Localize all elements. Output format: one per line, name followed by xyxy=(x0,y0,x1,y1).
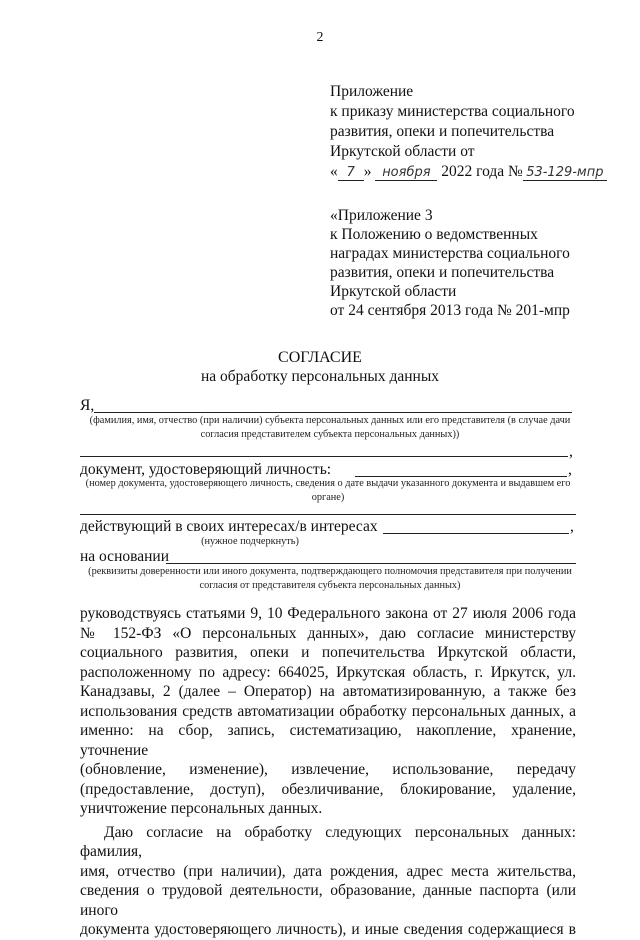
id-document-label: документ, удостоверяющий личность: xyxy=(80,461,332,478)
id-document-caption: (номер документа, удостоверяющего личность, сведения о дате выдачи указанного документа и выдавшем его органе) xyxy=(85,478,571,503)
appendix-3-line: Иркутской области xyxy=(330,283,457,300)
appendix-3-line: к Положению о ведомственных xyxy=(330,226,538,243)
body-line: № 152-ФЗ «О персональных данных», даю согласие министерству xyxy=(80,624,576,642)
appendix-header xyxy=(330,82,607,182)
i-label: Я, xyxy=(80,397,95,414)
basis-label: на основании xyxy=(80,548,169,565)
appendix-3-header xyxy=(330,206,570,320)
body-line: Канадзавы, 2 (далее – Оператор) на автоматизированную, а также без xyxy=(80,683,576,700)
body-line: именно: на сбор, запись, систематизацию, накопление, хранение, уточнение xyxy=(80,722,576,759)
basis-field-line[interactable] xyxy=(166,563,576,564)
appendix-3-line: от 24 сентября 2013 года № 201-мпр xyxy=(330,302,570,319)
comma: , xyxy=(570,518,574,535)
appendix-3-line: «Приложение 3 xyxy=(330,207,433,224)
body-line: имя, отчество (при наличии), дата рождения, адрес места жительства, xyxy=(80,862,576,880)
handwritten-month: ноября xyxy=(375,166,437,181)
body-line: (предоставление, доступ), обезличивание, блокирование, удаление, xyxy=(80,780,576,798)
body-line: сведения о трудовой деятельности, образование, данные паспорта (или иного xyxy=(80,882,576,919)
body-line: руководствуясь статьями 9, 10 Федерального закона от 27 июля 2006 года xyxy=(80,605,576,622)
name-field-caption: (фамилия, имя, отчество (при наличии) субъекта персональных данных или его представителя (в случае дачи согласия представителем субъекта персональных данных)) xyxy=(89,415,571,440)
acting-caption: (нужное подчеркнуть) xyxy=(201,536,299,547)
basis-caption: (реквизиты доверенности или иного документа, подтверждающего полномочия представителя при получении согласия от представителя субъекта персональных данных) xyxy=(88,566,572,591)
comma: , xyxy=(569,443,573,460)
page-number: 2 xyxy=(316,30,324,45)
appendix-line: Иркутской области от xyxy=(330,143,475,160)
consent-body xyxy=(80,604,576,940)
acting-label: действующий в своих интересах/в интересах xyxy=(80,518,378,535)
body-line: документа удостоверяющего личность), и иные сведения содержащиеся в xyxy=(80,921,576,938)
date-year-text: 2022 года № xyxy=(441,163,523,180)
handwritten-day: 7 xyxy=(338,166,364,181)
date-quote-open: « xyxy=(330,163,338,180)
appendix-3-line: наградах министерства социального xyxy=(330,245,570,262)
body-line: расположенному по адресу: 664025, Иркутская область, г. Иркутск, ул. xyxy=(80,663,576,681)
body-line: Даю согласие на обработку следующих персональных данных: фамилия, xyxy=(80,823,576,860)
acting-field-line[interactable] xyxy=(383,533,569,534)
appendix-3-line: развития, опеки и попечительства xyxy=(330,264,555,281)
body-line: использования средств автоматизации обработку персональных данных, а xyxy=(80,702,576,720)
id-document-field-line-2[interactable] xyxy=(80,514,576,515)
body-line: уничтожение персональных данных. xyxy=(80,800,323,817)
body-line: (обновление, изменение), извлечение, использование, передачу xyxy=(80,761,576,778)
handwritten-order-number: 53-129-мпр xyxy=(523,166,607,181)
appendix-line: развития, опеки и попечительства xyxy=(330,123,555,140)
comma: , xyxy=(568,461,572,478)
appendix-line: к приказу министерства социального xyxy=(330,103,575,120)
document-title: СОГЛАСИЕ xyxy=(278,349,362,366)
name-field-line[interactable] xyxy=(94,412,572,413)
date-quote-close: » xyxy=(363,163,372,180)
appendix-date-line xyxy=(330,162,607,182)
name-field-line-2[interactable] xyxy=(80,456,568,457)
document-subtitle: на обработку персональных данных xyxy=(201,368,439,385)
appendix-line: Приложение xyxy=(330,83,414,100)
body-line: социального развития, опеки и попечительства Иркутской области, xyxy=(80,644,576,661)
